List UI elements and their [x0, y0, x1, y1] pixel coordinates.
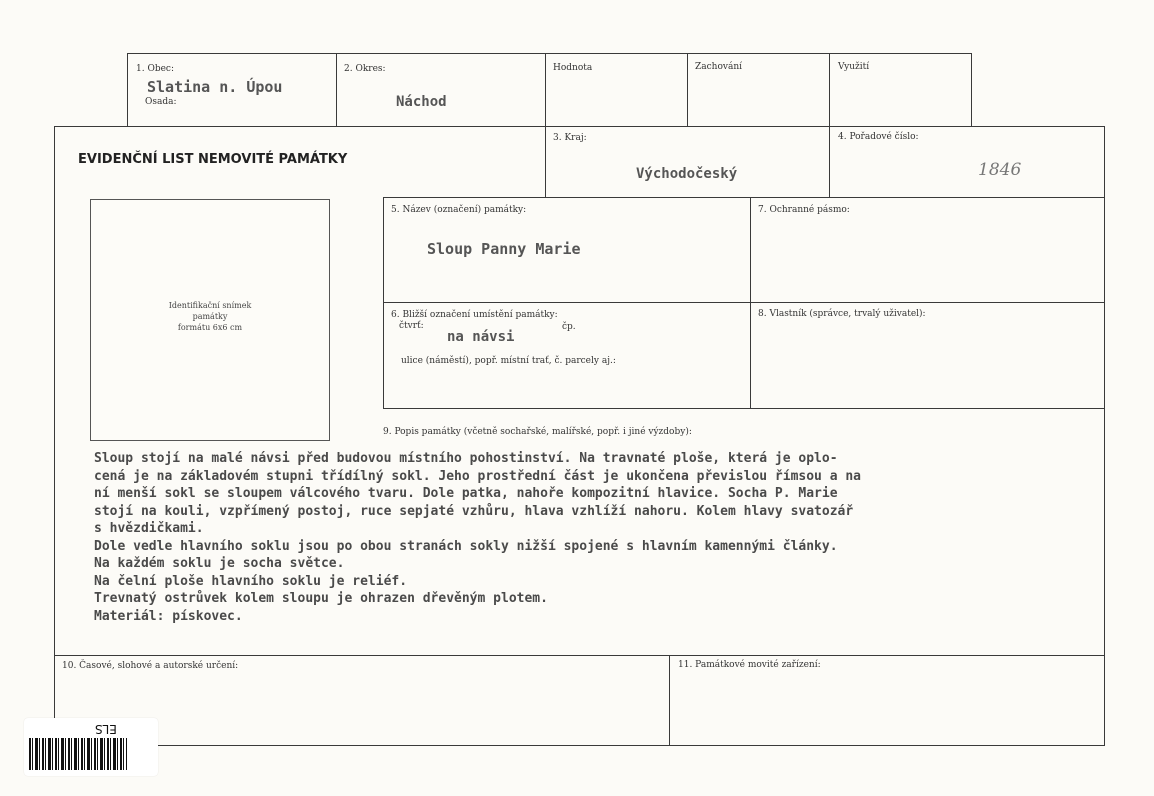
popis-line: ní menší sokl se sloupem válcového tvaru. Dole patka, nahoře kompozitní hlavice. Socha P. Marie [94, 486, 838, 501]
osada-label: Osada: [145, 97, 177, 107]
ctvrt-label: čtvrť: [399, 321, 424, 331]
photo-caption-2: památky [192, 312, 228, 321]
vlastnik-label: 8. Vlastník (správce, trvalý uživatel): [758, 309, 926, 319]
photo-caption-1: Identifikační snímek [168, 301, 252, 310]
barcode-icon [29, 738, 127, 770]
cp-label: čp. [562, 322, 576, 332]
poradove-label: 4. Pořadové číslo: [838, 132, 919, 142]
poradove-value: 1846 [978, 160, 1022, 180]
nazev-label: 5. Název (označení) památky: [391, 205, 527, 215]
popis-text [94, 450, 1099, 625]
popis-line: Dole vedle hlavního soklu jsou po obou stranách sokly nižší spojené s hlavním kamennými články. [94, 538, 838, 554]
zachovani-label: Zachování [695, 62, 742, 72]
obec-label: 1. Obec: [136, 64, 174, 74]
umisteni-label: 6. Bližší označení umístění památky: [391, 310, 558, 320]
pasmo-label: 7. Ochranné pásmo: [758, 205, 850, 215]
popis-label: 9. Popis památky (včetně sochařské, malířské, popř. i jiné výzdoby): [383, 427, 692, 437]
nazev-value: Sloup Panny Marie [427, 240, 581, 258]
kraj-value: Východočeský [636, 166, 738, 182]
kraj-label: 3. Kraj: [553, 133, 587, 143]
popis-line: Trevnatý ostrůvek kolem sloupu je ohrazen dřevěným plotem. [94, 591, 548, 606]
obec-value: Slatina n. Úpou [147, 78, 283, 96]
urceni-label: 10. Časové, slohové a autorské určení: [62, 661, 239, 671]
hodnota-label: Hodnota [553, 63, 593, 73]
popis-line: stojí na kouli, vzpřímený postoj, ruce sepjaté vzhůru, hlava vzhlíží nahoru. Kolem hlavy svatozář [94, 503, 854, 519]
ctvrt-value: na návsi [447, 329, 515, 345]
zarizeni-label: 11. Památkové movité zařízení: [678, 660, 821, 670]
photo-placeholder [90, 199, 330, 441]
okres-value: Náchod [396, 94, 447, 110]
popis-line: Na čelní ploše hlavního soklu je reliéf. [94, 573, 408, 589]
sticker-code: ELS [95, 722, 117, 736]
photo-caption-3: formátu 6x6 cm [177, 323, 243, 332]
form-title: EVIDENČNÍ LIST NEMOVITÉ PAMÁTKY [78, 152, 348, 167]
popis-line: cená je na základovém stupni třídílný sokl. Jeho prostřední část je ukončena převislou římsou a na [94, 468, 862, 484]
popis-line: s hvězdičkami. [94, 521, 204, 536]
ulice-label: ulice (náměstí), popř. místní trať, č. parcely aj.: [401, 356, 616, 366]
vyuziti-label: Využití [838, 62, 870, 72]
okres-label: 2. Okres: [344, 64, 386, 74]
popis-line: Sloup stojí na malé návsi před budovou místního pohostinství. Na travnaté ploše, která je oplo- [94, 451, 838, 466]
popis-line: Materiál: pískovec. [94, 608, 243, 624]
popis-line: Na každém soklu je socha světce. [94, 556, 345, 571]
